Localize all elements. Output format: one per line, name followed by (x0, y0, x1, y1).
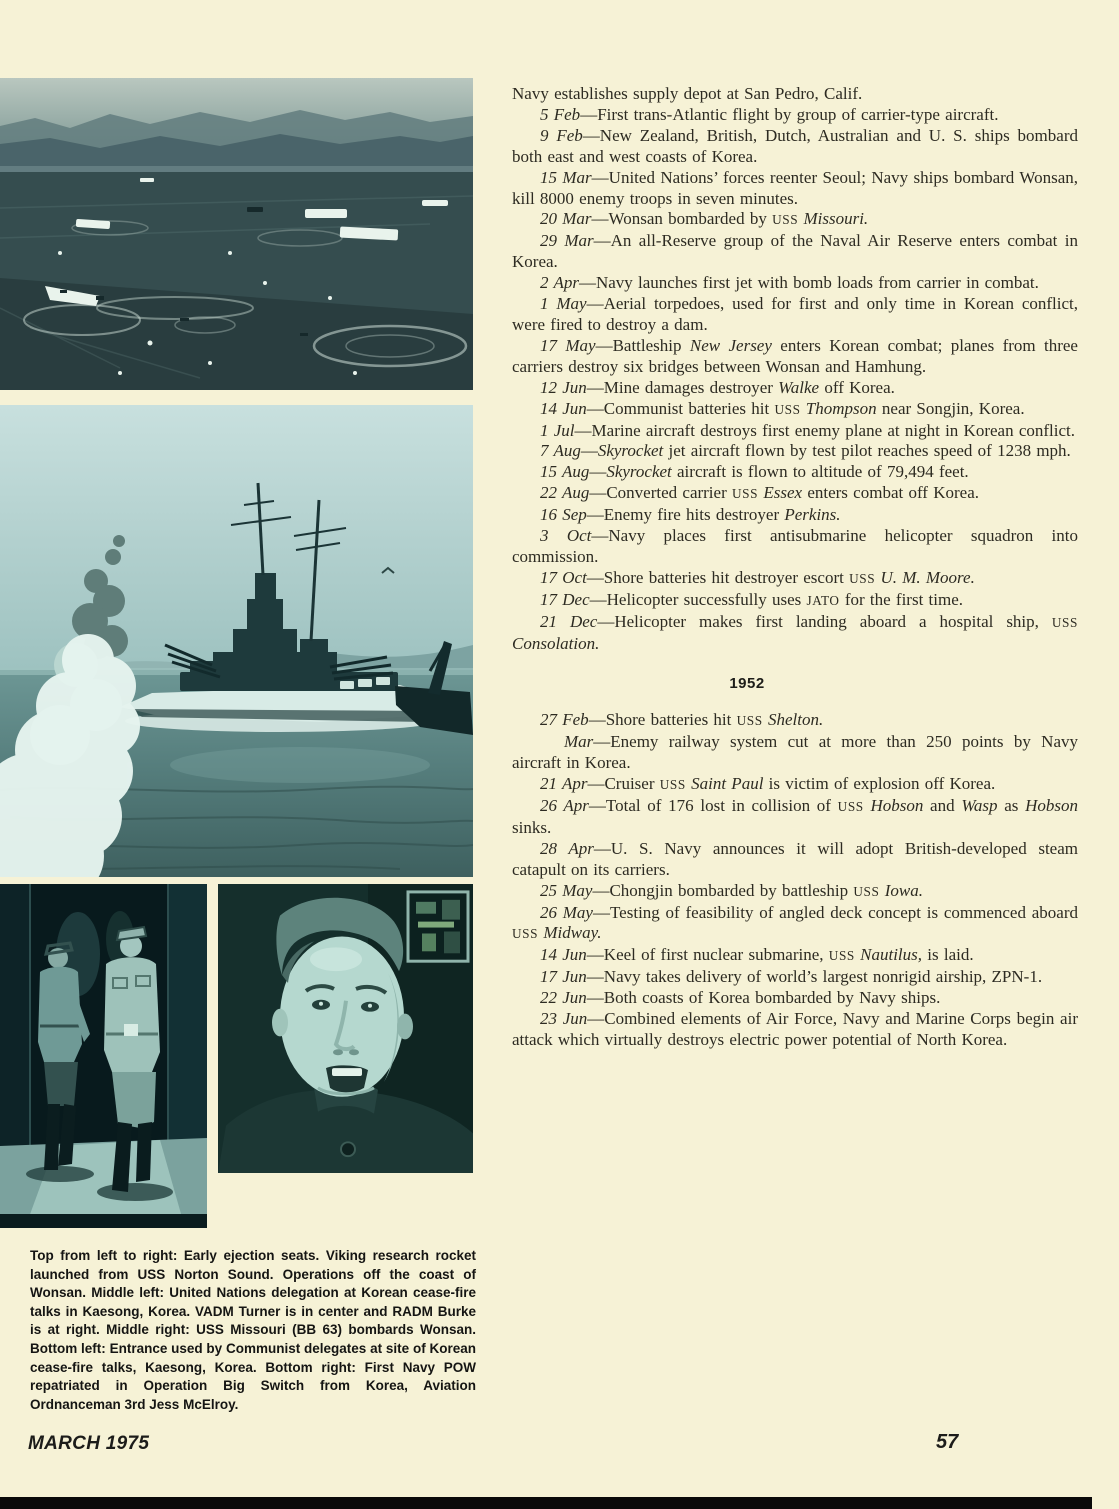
timeline-1951-entries (512, 84, 1078, 654)
timeline-entry: 7 Aug—Skyrocket jet aircraft flown by test pilot reaches speed of 1238 mph. (540, 441, 1071, 461)
timeline-entry: 15 Aug—Skyrocket aircraft is flown to altitude of 79,494 feet. (540, 462, 969, 482)
battleship-photo-illustration (0, 405, 473, 877)
photo-aerial-wonsan-operations (0, 78, 473, 390)
timeline-entry: 25 May—Chongjin bombarded by battleship USS Iowa. (540, 880, 923, 900)
timeline-entry: 16 Sep—Enemy fire hits destroyer Perkins. (540, 505, 841, 525)
timeline-entry: 17 Jun—Navy takes delivery of world’s largest nonrigid airship, ZPN-1. (540, 967, 1043, 987)
timeline-entry: Navy establishes supply depot at San Pedro, Calif. (512, 84, 863, 103)
timeline-entry: 9 Feb—New Zealand, British, Dutch, Australian and U. S. ships bombard both east and west coasts of Korea. (512, 125, 1078, 166)
timeline-entry: 1 Jul—Marine aircraft destroys first enemy plane at night in Korean conflict. (540, 420, 1075, 440)
footer-page-number: 57 (936, 1431, 959, 1453)
timeline-entry: 1 May—Aerial torpedoes, used for first and only time in Korean conflict, were fired to destroy a dam. (512, 294, 1078, 334)
photo-caption: Top from left to right: Early ejection seats. Viking research rocket launched from USS Norton Sound. Operations off the coast of Wonsan. Middle left: United Nations delegation at Korean cease-fire talks in Kaesong, Korea. VADM Turner is in center and RADM Burke is at right. Middle right: USS Missouri (BB 63) bombards Wonsan. Bottom left: Entrance used by Communist delegates at site of Korean cease-fire talks, Kaesong, Korea. Bottom right: First Navy POW repatriated in Operation Big Switch from Korea, Aviation Ordnanceman 3rd Jess McElroy. (30, 1248, 476, 1412)
photo-uss-missouri-bombarding (0, 405, 473, 877)
year-heading-1952: 1952 (729, 675, 765, 693)
photo-communist-delegates-entrance (0, 884, 207, 1228)
delegates-photo-illustration (0, 884, 207, 1228)
timeline-column (512, 84, 1078, 1051)
timeline-entry: 14 Jun—Keel of first nuclear submarine, USS Nautilus, is laid. (540, 945, 974, 965)
timeline-entry: Mar—Enemy railway system cut at more than 250 points by Navy aircraft in Korea. (512, 732, 1078, 773)
timeline-entry: 27 Feb—Shore batteries hit USS Shelton. (540, 710, 824, 730)
photo-pow-jess-mcelroy (218, 884, 473, 1173)
timeline-entry: 21 Dec—Helicopter makes first landing aboard a hospital ship, USS Consolation. (512, 611, 1078, 653)
timeline-entry: 22 Jun—Both coasts of Korea bombarded by Navy ships. (540, 988, 941, 1008)
timeline-entry: 14 Jun—Communist batteries hit USS Thompson near Songjin, Korea. (540, 398, 1025, 418)
timeline-entry: 17 May—Battleship New Jersey enters Korean combat; planes from three carriers destroy six bridges between Wonsan and Hamhung. (512, 335, 1078, 376)
timeline-entry: 26 Apr—Total of 176 lost in collision of USS Hobson and Wasp as Hobson sinks. (512, 796, 1078, 837)
timeline-entry: 12 Jun—Mine damages destroyer Walke off Korea. (540, 377, 895, 397)
timeline-entry: 26 May—Testing of feasibility of angled deck concept is commenced aboard USS Midway. (512, 902, 1078, 943)
aerial-photo-illustration (0, 78, 473, 390)
timeline-entry: 2 Apr—Navy launches first jet with bomb loads from carrier in combat. (540, 273, 1039, 293)
timeline-entry: 29 Mar—An all-Reserve group of the Naval Air Reserve enters combat in Korea. (512, 231, 1078, 272)
bottom-rule (0, 1497, 1092, 1509)
footer-issue-date: MARCH 1975 (28, 1433, 150, 1454)
timeline-entry: 5 Feb—First trans-Atlantic flight by group of carrier-type aircraft. (540, 104, 999, 124)
timeline-entry: 22 Aug—Converted carrier USS Essex enters combat off Korea. (540, 483, 979, 503)
timeline-entry: 20 Mar—Wonsan bombarded by USS Missouri. (540, 209, 869, 229)
timeline-1952-entries (512, 710, 1078, 1051)
timeline-entry: 15 Mar—United Nations’ forces reenter Seoul; Navy ships bombard Wonsan, kill 8000 enemy troops in seven minutes. (512, 167, 1078, 208)
timeline-entry: 23 Jun—Combined elements of Air Force, Navy and Marine Corps begin air attack which virtually destroys electric power potential of North Korea. (512, 1009, 1078, 1049)
timeline-entry: 21 Apr—Cruiser USS Saint Paul is victim of explosion off Korea. (540, 774, 996, 794)
timeline-entry: 28 Apr—U. S. Navy announces it will adopt British-developed steam catapult on its carriers. (512, 838, 1078, 879)
timeline-entry: 17 Oct—Shore batteries hit destroyer escort USS U. M. Moore. (540, 567, 975, 587)
timeline-entry: 17 Dec—Helicopter successfully uses JATO for the first time. (540, 589, 964, 609)
timeline-entry: 3 Oct—Navy places first antisubmarine helicopter squadron into commission. (512, 526, 1078, 566)
pow-portrait-illustration (218, 884, 473, 1173)
